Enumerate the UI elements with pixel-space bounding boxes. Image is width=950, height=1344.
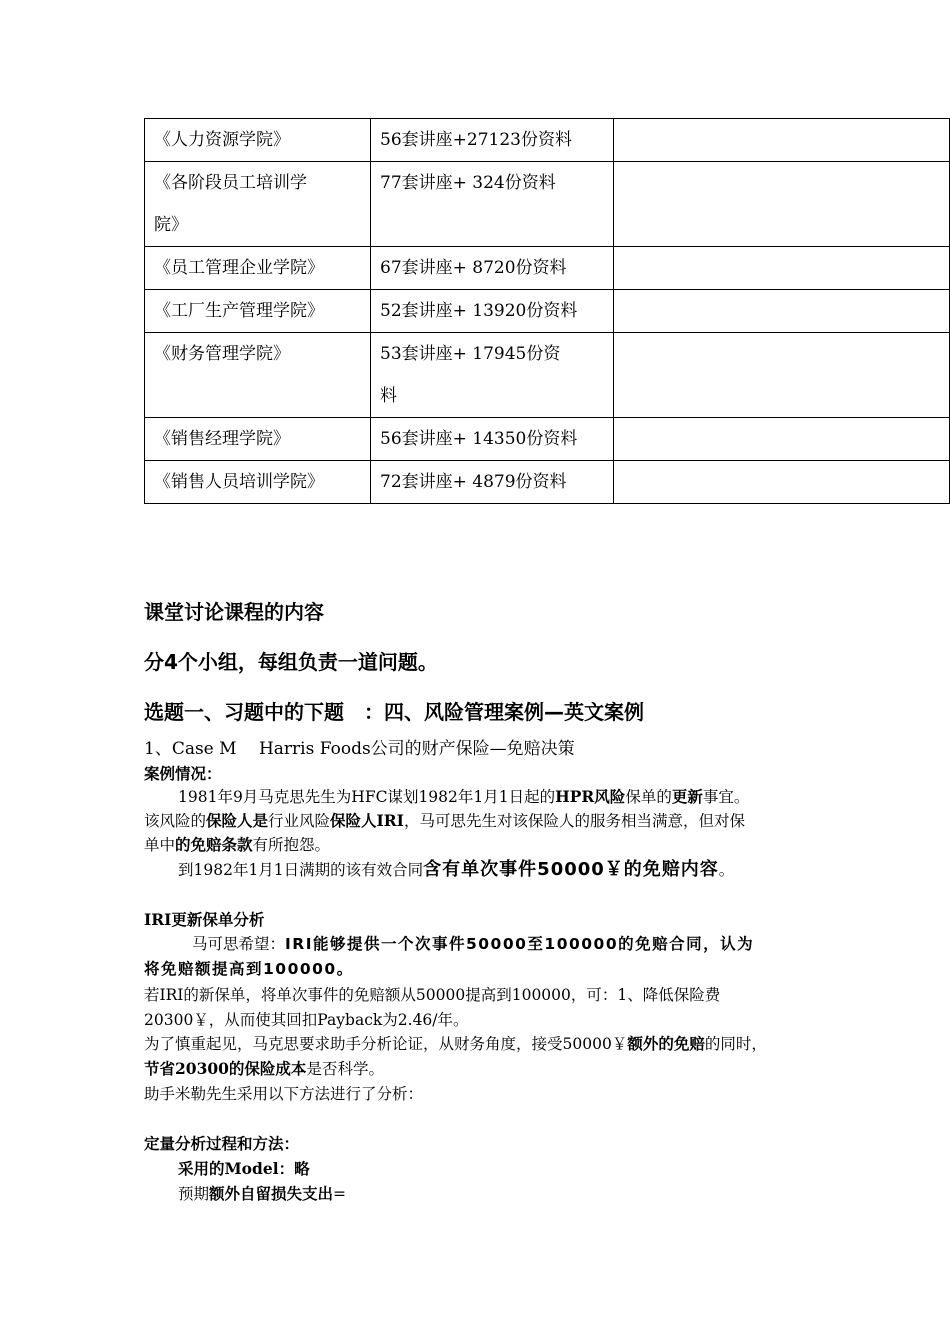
college-note <box>614 333 950 418</box>
college-content: 77套讲座+ 324份资料 <box>371 162 614 247</box>
analysis-line: 助手米勒先生采用以下方法进行了分析： <box>144 1085 424 1103</box>
college-note <box>614 247 950 290</box>
heading-groups: 分4个小组，每组负责一道问题。 <box>144 650 438 674</box>
college-name: 《员工管理企业学院》 <box>145 247 371 290</box>
college-name: 《财务管理学院》 <box>145 333 371 418</box>
table-row <box>145 461 950 504</box>
quant-model: 采用的Model：略 <box>178 1159 310 1178</box>
course-resource-table <box>144 118 950 504</box>
analysis-line: 为了慎重起见，马克思要求助手分析论证，从财务角度，接受50000￥额外的免赔的同时， <box>144 1034 767 1053</box>
college-note <box>614 162 950 247</box>
quant-label: 定量分析过程和方法： <box>144 1134 300 1153</box>
college-name: 《销售人员培训学院》 <box>145 461 371 504</box>
table-row <box>145 247 950 290</box>
table-row <box>145 119 950 162</box>
college-name: 《销售经理学院》 <box>145 418 371 461</box>
college-content: 67套讲座+ 8720份资料 <box>371 247 614 290</box>
heading-topic-one: 选题一、习题中的下题 ：四、风险管理案例—英文案例 <box>144 700 644 724</box>
college-name: 《各阶段员工培训学 院》 <box>145 162 371 247</box>
case-paragraph-line: 单中的免赔条款有所抱怨。 <box>144 835 331 854</box>
college-note <box>614 119 950 162</box>
college-note <box>614 461 950 504</box>
analysis-label: IRI更新保单分析 <box>144 910 265 929</box>
case-paragraph-line: 1981年9月马克思先生为HFC谋划1982年1月1日起的HPR风险保单的更新事宜。 <box>178 787 750 806</box>
analysis-line: 马可思希望：IRI能够提供一个次事件50000至100000的免赔合同，认为 <box>192 935 755 953</box>
case-paragraph-line: 该风险的保险人是行业风险保险人IRI，马可思先生对该保险人的服务相当满意，但对保 <box>144 811 745 830</box>
table-row <box>145 162 950 247</box>
case-paragraph-line: 到1982年1月1日满期的该有效合同含有单次事件50000￥的免赔内容。 <box>178 859 735 880</box>
college-note <box>614 418 950 461</box>
college-content: 56套讲座+ 14350份资料 <box>371 418 614 461</box>
quant-expected: 预期额外自留损失支出= <box>178 1184 347 1203</box>
table-row <box>145 290 950 333</box>
case-title: 1、Case M Harris Foods公司的财产保险—免赔决策 <box>144 739 575 759</box>
college-name: 《工厂生产管理学院》 <box>145 290 371 333</box>
table-row <box>145 333 950 418</box>
heading-discussion: 课堂讨论课程的内容 <box>144 600 324 624</box>
college-content: 52套讲座+ 13920份资料 <box>371 290 614 333</box>
case-situation-label: 案例情况： <box>144 764 222 783</box>
college-name: 《人力资源学院》 <box>145 119 371 162</box>
college-content: 56套讲座+27123份资料 <box>371 119 614 162</box>
college-content: 53套讲座+ 17945份资 料 <box>371 333 614 418</box>
analysis-line: 将免赔额提高到100000。 <box>144 960 354 978</box>
college-content: 72套讲座+ 4879份资料 <box>371 461 614 504</box>
analysis-line: 若IRI的新保单，将单次事件的免赔额从50000提高到100000，可：1、降低保险费 <box>144 986 721 1004</box>
analysis-line: 节省20300的保险成本是否科学。 <box>144 1059 384 1078</box>
college-note <box>614 290 950 333</box>
table-row <box>145 418 950 461</box>
analysis-line: 20300￥，从而使其回扣Payback为2.46/年。 <box>144 1011 469 1029</box>
